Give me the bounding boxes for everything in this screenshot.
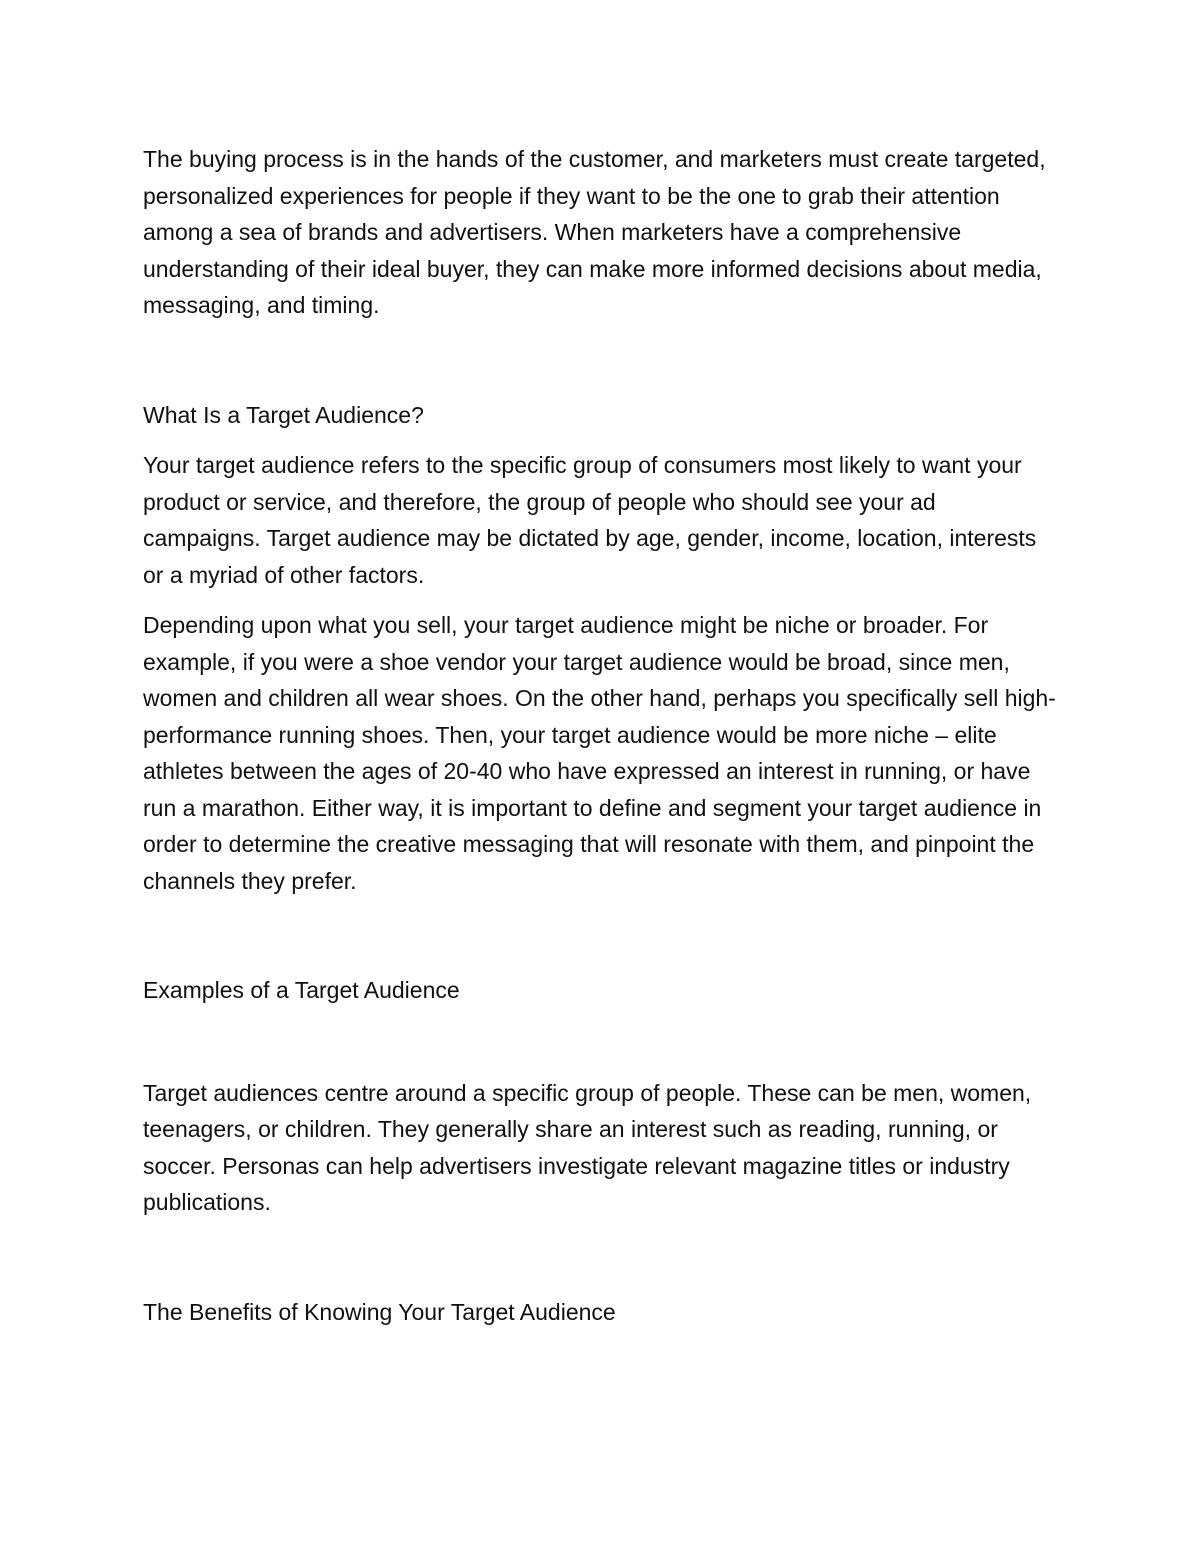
target-audience-definition-paragraph: Your target audience refers to the specific group of consumers most likely to want your product or service, and therefore, the group of people who should see your ad campaigns. Target audience may be dictated by age, gender, income, location, interests or a myriad of other factors. [143, 452, 1037, 588]
heading-examples-of-target-audience: Examples of a Target Audience [143, 977, 460, 1003]
examples-paragraph: Target audiences centre around a specific group of people. These can be men, women, teenagers, or children. They generally share an interest such as reading, running, or soccer. Personas can help advertisers investigate relevant magazine titles or industry publications. [143, 1079, 1032, 1215]
document-body [143, 141, 1058, 1330]
intro-paragraph: The buying process is in the hands of the customer, and marketers must create targeted, personalized experiences for people if they want to be the one to grab their attention among a sea of brands and advertisers. When marketers have a comprehensive understanding of their ideal buyer, they can make more informed decisions about media, messaging, and timing. [143, 146, 1046, 318]
target-audience-niche-paragraph: Depending upon what you sell, your target audience might be niche or broader. For example, if you were a shoe vendor your target audience would be broad, since men, women and children all wear shoes. On the other hand, perhaps you specifically sell high-performance running shoes. Then, your target audience would be more niche – elite athletes between the ages of 20-40 who have expressed an interest in running, or have run a marathon. Either way, it is important to define and segment your target audience in order to determine the creative messaging that will resonate with them, and pinpoint the channels they prefer. [143, 612, 1056, 894]
heading-benefits-of-knowing-target-audience: The Benefits of Knowing Your Target Audience [143, 1298, 616, 1325]
heading-what-is-target-audience: What Is a Target Audience? [143, 401, 424, 428]
